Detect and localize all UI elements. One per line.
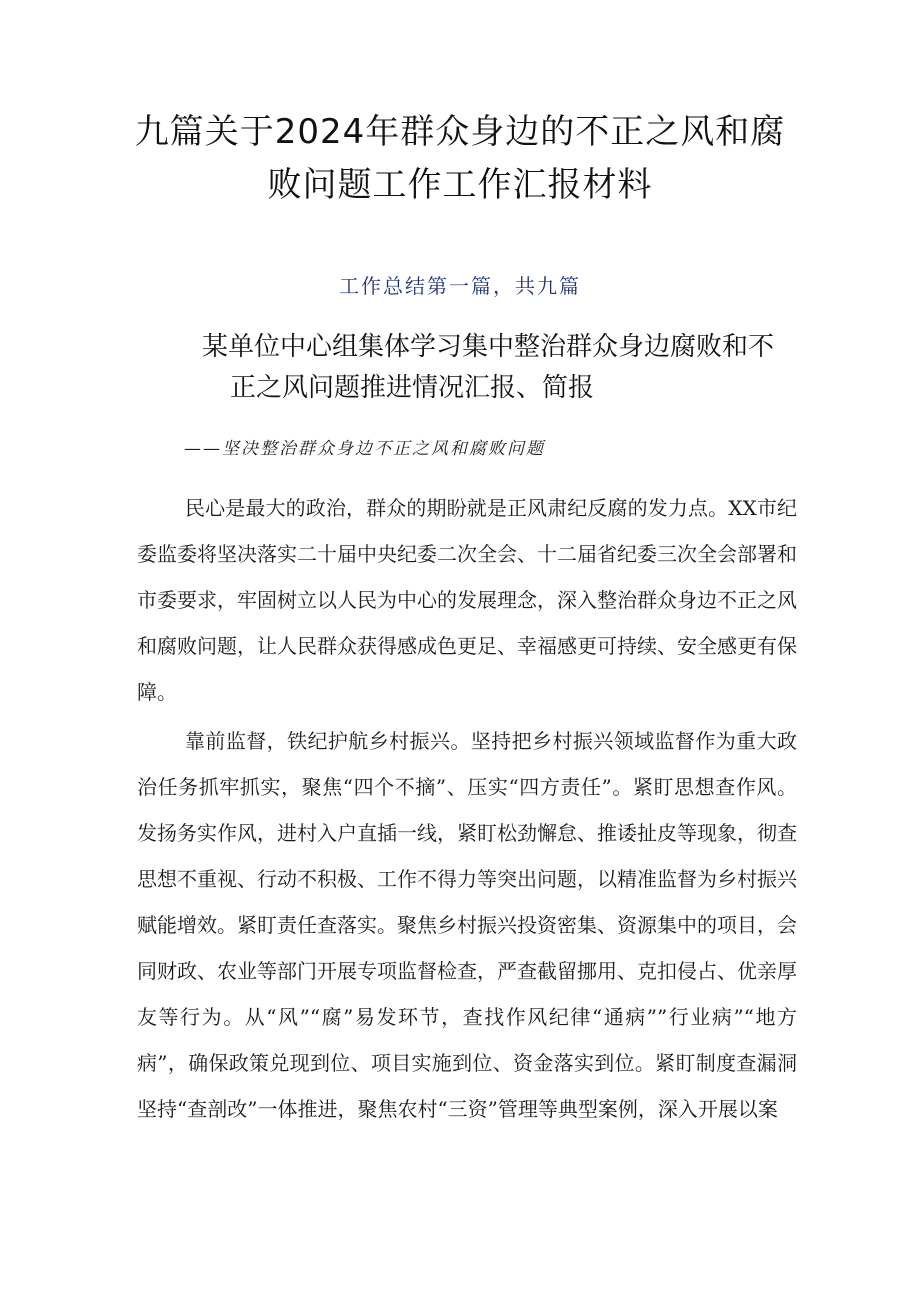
body-paragraph-1: 民心是最大的政治，群众的期盼就是正风肃纪反腐的发力点。XX市纪委监委将坚决落实二十届中央纪委二次全会、十二届省纪委三次全会部署和市委要求，牢固树立以人民为中心的发展理念，深入整治群众身边不正之风和腐败问题，让人民群众获得感成色更足、幸福感更可持续、安全感更有保障。	[137, 496, 797, 704]
article-title-line-2: 正之风问题推进情况汇报、简报	[230, 373, 595, 403]
document-title: 九篇关于2024年群众身边的不正之风和腐败问题工作工作汇报材料	[134, 112, 786, 205]
article-title	[202, 327, 802, 409]
article-subtitle: ——坚决整治群众身边不正之风和腐败问题	[184, 439, 545, 459]
body-paragraph-2: 靠前监督，铁纪护航乡村振兴。坚持把乡村振兴领域监督作为重大政治任务抓牢抓实，聚焦“四个不摘”、压实“四方责任”。紧盯思想查作风。发扬务实作风，进村入户直插一线，紧盯松劲懈怠、推诿扯皮等现象，彻查思想不重视、行动不积极、工作不得力等突出问题，以精准监督为乡村振兴赋能增效。紧盯责任查落实。聚焦乡村振兴投资密集、资源集中的项目，会同财政、农业等部门开展专项监督检查，严查截留挪用、克扣侵占、优亲厚友等行为。从“风”“腐”易发环节，查找作风纪律“通病””行业病”“地方病”，确保政策兑现到位、项目实施到位、资金落实到位。紧盯制度查漏洞坚持“查剖改”一体推进，聚焦农村“三资”管理等典型案例，深入开展以案	[137, 729, 797, 1121]
section-label: 工作总结第一篇，共九篇	[339, 274, 581, 298]
article-title-line-1: 某单位中心组集体学习集中整治群众身边腐败和不	[202, 332, 775, 362]
